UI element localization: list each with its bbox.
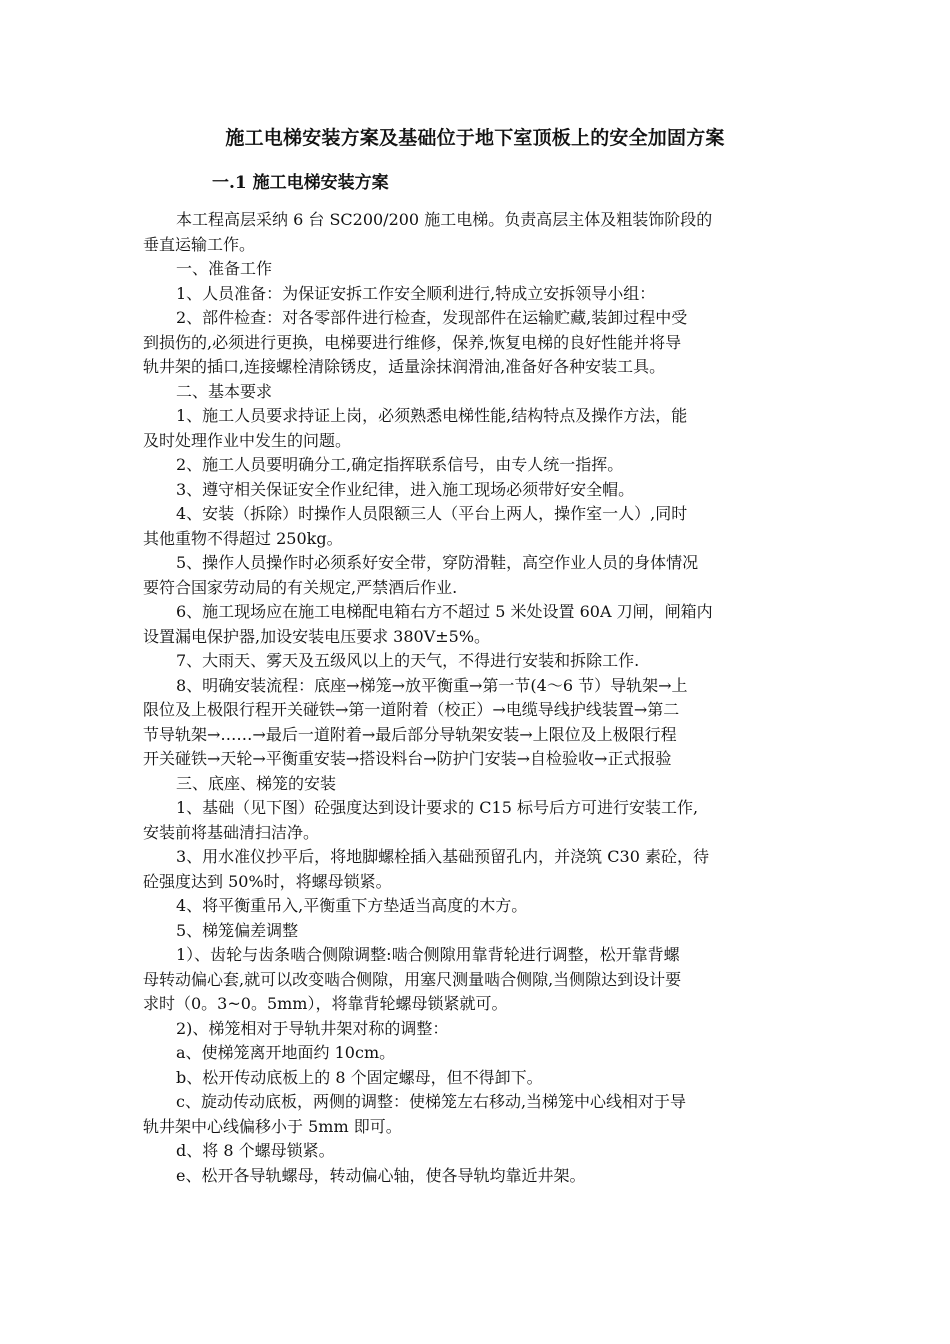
- text-line: 要符合国家劳动局的有关规定,严禁酒后作业.: [143, 577, 458, 597]
- document-title: 施工电梯安装方案及基础位于地下室顶板上的安全加固方案: [225, 127, 725, 149]
- document-body: [143, 208, 807, 1188]
- text-line: 2、施工人员要明确分工,确定指挥联系信号，由专人统一指挥。: [176, 455, 624, 474]
- text-line: 垂直运输工作。: [143, 234, 256, 254]
- text-line: 5、操作人员操作时必须系好安全带，穿防滑鞋，高空作业人员的身体情况: [176, 553, 699, 572]
- text-line: 7、大雨天、雾天及五级风以上的天气，不得进行安装和拆除工作.: [176, 651, 640, 670]
- text-line: 其他重物不得超过 250kg。: [143, 528, 343, 548]
- text-line: 求时（0。3~0。5mm），将靠背轮螺母锁紧就可。: [143, 994, 508, 1013]
- text-line: 3、遵守相关保证安全作业纪律，进入施工现场必须带好安全帽。: [176, 479, 635, 499]
- text-line: 轨井架的插口,连接螺栓清除锈皮，适量涂抹润滑油,准备好各种安装工具。: [143, 357, 666, 376]
- text-line: 1、人员准备：为保证安拆工作安全顺利进行,特成立安拆领导小组：: [176, 283, 656, 303]
- text-line: 母转动偏心套,就可以改变啮合侧隙，用塞尺测量啮合侧隙,当侧隙达到设计要: [143, 969, 682, 989]
- text-line: 4、安装（拆除）时操作人员限额三人（平台上两人，操作室一人）,同时: [176, 504, 688, 523]
- text-line: 1、施工人员要求持证上岗，必须熟悉电梯性能,结构特点及操作方法，能: [176, 406, 688, 425]
- text-line: 限位及上极限行程开关碰铁→第一道附着（校正）→电缆导线护线装置→第二: [143, 700, 680, 719]
- text-line: 1、基础（见下图）砼强度达到设计要求的 C15 标号后方可进行安装工作,: [176, 798, 699, 817]
- text-line: 2)、梯笼相对于导轨井架对称的调整：: [176, 1018, 449, 1038]
- text-line: 一、准备工作: [176, 259, 273, 278]
- text-line: 三、底座、梯笼的安装: [176, 773, 337, 793]
- text-line: 本工程高层采纳 6 台 SC200/200 施工电梯。负责高层主体及粗装饰阶段的: [176, 210, 713, 229]
- text-line: 设置漏电保护器,加设安装电压要求 380V±5%。: [143, 626, 491, 646]
- text-line: d、将 8 个螺母锁紧。: [176, 1141, 335, 1160]
- text-line: 到损伤的,必须进行更换，电梯要进行维修，保养,恢复电梯的良好性能并将导: [143, 332, 682, 352]
- text-line: 2、部件检查：对各零部件进行检查，发现部件在运输贮藏,装卸过程中受: [176, 308, 688, 327]
- text-line: 轨井架中心线偏移小于 5mm 即可。: [143, 1116, 402, 1136]
- text-line: a、使梯笼离开地面约 10cm。: [176, 1043, 396, 1062]
- text-line: e、松开各导轨螺母，转动偏心轴，使各导轨均靠近井架。: [176, 1165, 586, 1185]
- text-line: 二、基本要求: [176, 381, 273, 401]
- text-line: 3、用水准仪抄平后，将地脚螺栓插入基础预留孔内，并浇筑 C30 素砼，待: [176, 847, 709, 866]
- text-line: c、旋动传动底板，两侧的调整：使梯笼左右移动,当梯笼中心线相对于导: [176, 1092, 687, 1111]
- text-line: 安装前将基础清扫洁净。: [143, 822, 320, 842]
- text-line: 开关碰铁→天轮→平衡重安装→搭设料台→防护门安装→自检验收→正式报验: [143, 749, 672, 768]
- text-line: 5、梯笼偏差调整: [176, 920, 299, 940]
- text-line: 1）、齿轮与齿条啮合侧隙调整:啮合侧隙用靠背轮进行调整，松开靠背螺: [176, 945, 680, 964]
- text-line: 4、将平衡重吊入,平衡重下方垫适当高度的木方。: [176, 896, 528, 915]
- text-line: 节导轨架→……→最后一道附着→最后部分导轨架安装→上限位及上极限行程: [143, 724, 677, 744]
- text-line: 6、施工现场应在施工电梯配电箱右方不超过 5 米处设置 60A 刀闸，闸箱内: [176, 602, 713, 621]
- text-line: 砼强度达到 50%时，将螺母锁紧。: [143, 871, 392, 891]
- text-line: 及时处理作业中发生的问题。: [143, 430, 352, 450]
- section-heading: 一.1 施工电梯安装方案: [212, 173, 389, 193]
- text-line: b、松开传动底板上的 8 个固定螺母，但不得卸下。: [176, 1067, 543, 1087]
- text-line: 8、明确安装流程：底座→梯笼→放平衡重→第一节(4～6 节）导轨架→上: [176, 675, 688, 695]
